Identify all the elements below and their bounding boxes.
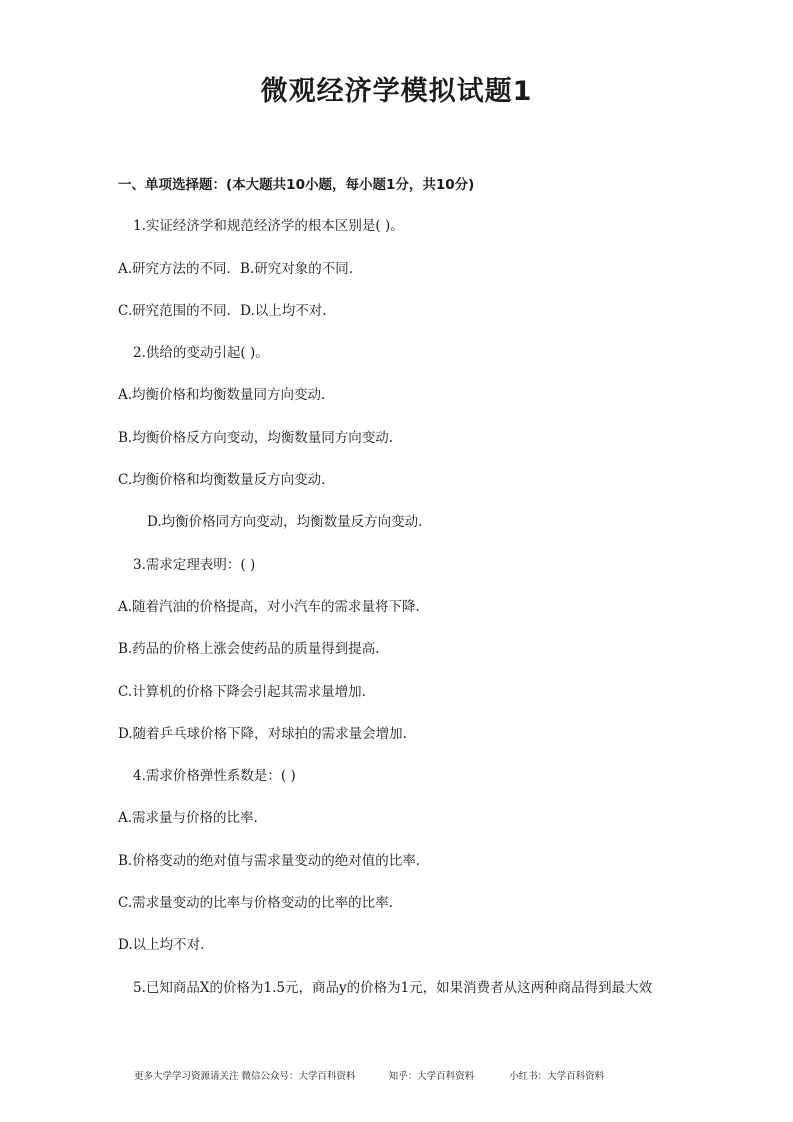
- question-1-stem: 1.实证经济学和规范经济学的根本区别是( )。: [133, 218, 404, 234]
- document-title: 微观经济学模拟试题1: [260, 76, 533, 107]
- question-3-option-b: B.药品的价格上涨会使药品的质量得到提高.: [118, 641, 380, 657]
- question-1-option-line-1: A.研究方法的不同．B.研究对象的不同.: [118, 261, 354, 277]
- question-2-option-a: A.均衡价格和均衡数量同方向变动.: [118, 387, 326, 403]
- question-3-option-d: D.随着乒乓球价格下降，对球拍的需求量会增加.: [118, 726, 407, 742]
- footer-zhihu-note: 知乎：大学百科资料: [388, 1071, 475, 1082]
- question-4-stem: 4.需求价格弹性系数是：( ): [133, 768, 296, 784]
- footer-wechat-note: 更多大学学习资源请关注 微信公众号：大学百科资料: [134, 1071, 356, 1082]
- question-5-stem: 5.已知商品X的价格为1.5元，商品y的价格为1元，如果消费者从这两种商品得到最大效: [133, 980, 653, 996]
- question-4-option-c: C.需求量变动的比率与价格变动的比率的比率.: [118, 895, 393, 911]
- question-2-option-d: D.均衡价格同方向变动，均衡数量反方向变动.: [147, 514, 423, 530]
- section-heading: 一、单项选择题：(本大题共10小题，每小题1分，共10分): [118, 177, 475, 193]
- question-4-option-b: B.价格变动的绝对值与需求量变动的绝对值的比率.: [118, 853, 421, 869]
- question-4-option-d: D.以上均不对.: [118, 937, 205, 953]
- page-footer: [134, 1070, 604, 1084]
- question-3-option-c: C.计算机的价格下降会引起其需求量增加.: [118, 684, 366, 700]
- question-2-option-b: B.均衡价格反方向变动，均衡数量同方向变动.: [118, 430, 394, 446]
- question-1-option-line-2: C.研究范围的不同．D.以上均不对.: [118, 303, 327, 319]
- question-2-option-c: C.均衡价格和均衡数量反方向变动.: [118, 472, 326, 488]
- footer-xiaohongshu-note: 小红书：大学百科资料: [509, 1071, 605, 1082]
- question-3-stem: 3.需求定理表明：( ): [133, 557, 256, 573]
- question-3-option-a: A.随着汽油的价格提高，对小汽车的需求量将下降.: [118, 599, 420, 615]
- question-4-option-a: A.需求量与价格的比率.: [118, 810, 258, 826]
- question-2-stem: 2.供给的变动引起( )。: [133, 345, 269, 361]
